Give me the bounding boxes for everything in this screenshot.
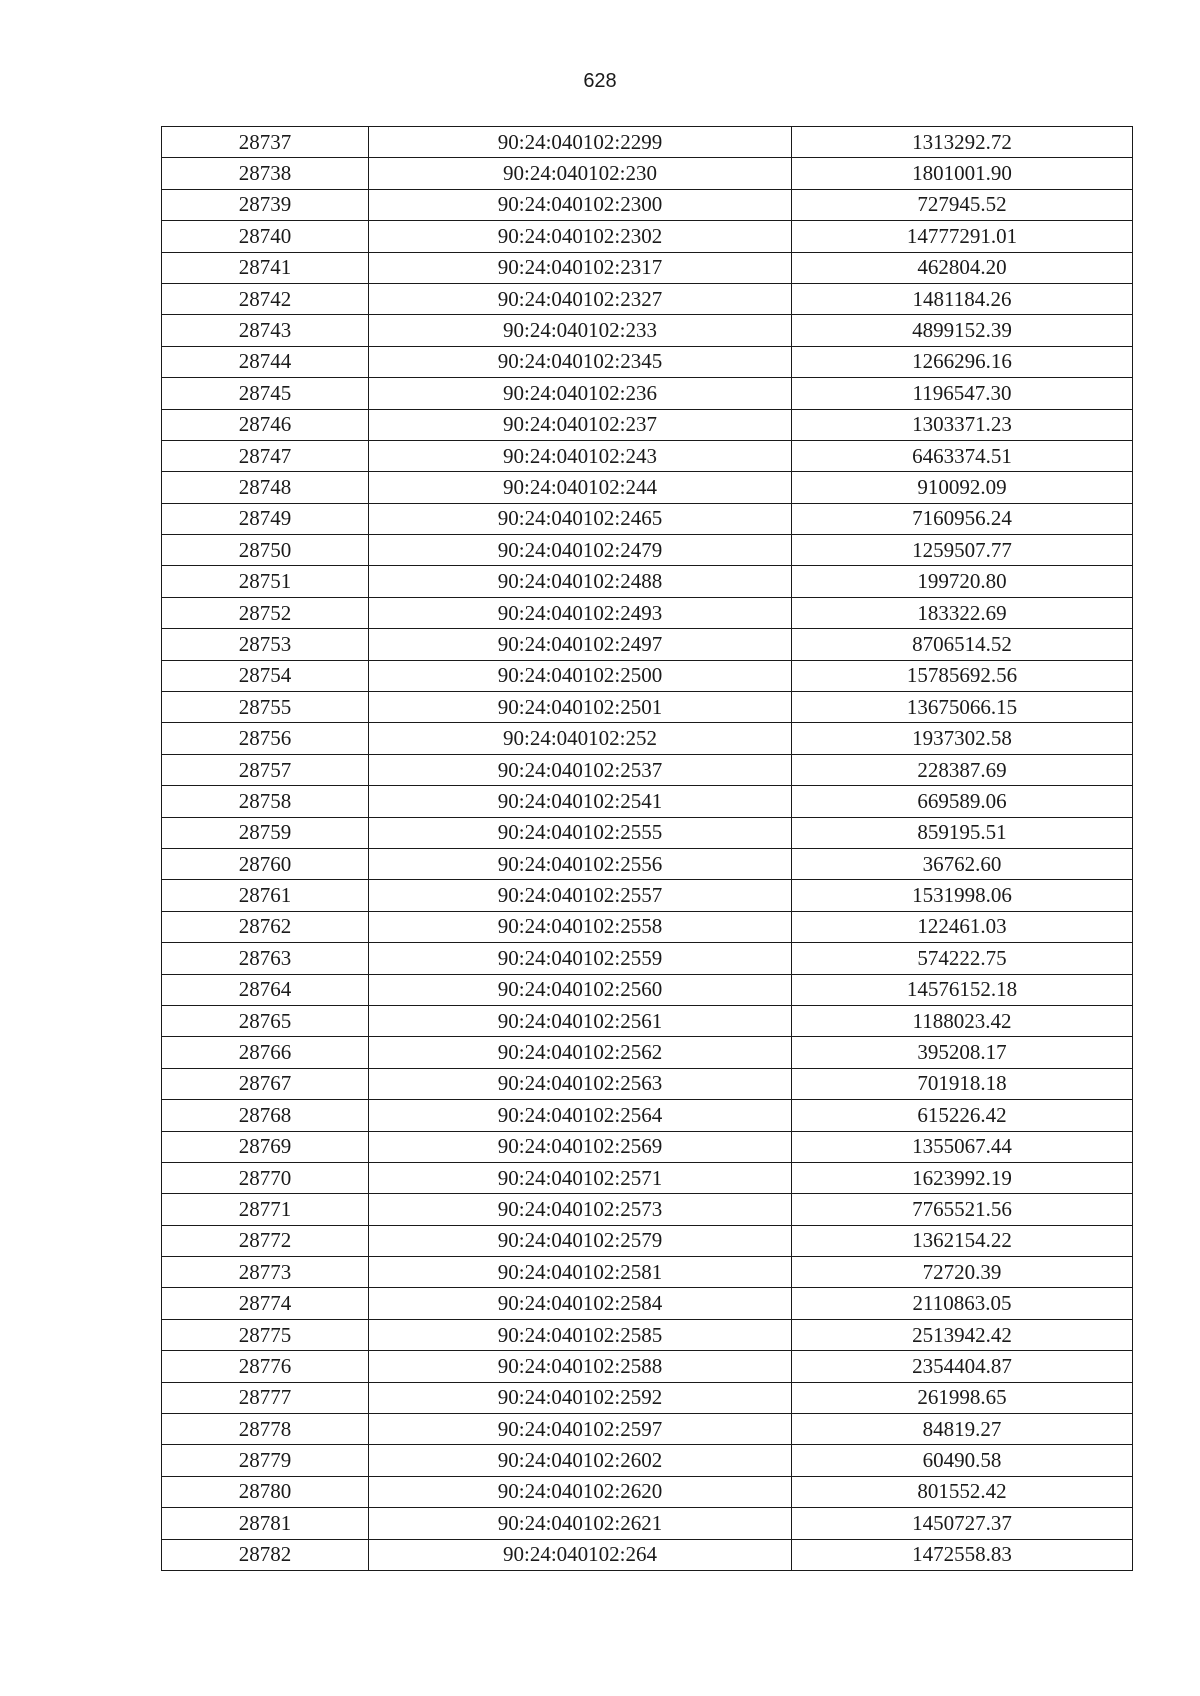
cadastral-number-cell: 90:24:040102:2501 [369,692,792,723]
cadastral-value-cell: 1188023.42 [792,1005,1133,1036]
table-row [162,346,1133,377]
cadastral-value-cell: 727945.52 [792,189,1133,220]
cadastral-number-cell: 90:24:040102:236 [369,378,792,409]
table-row [162,911,1133,942]
cadastral-number-cell: 90:24:040102:2561 [369,1005,792,1036]
cadastral-value-cell: 2110863.05 [792,1288,1133,1319]
row-number-cell: 28745 [162,378,369,409]
cadastral-number-cell: 90:24:040102:2602 [369,1445,792,1476]
table-row [162,660,1133,691]
row-number-cell: 28738 [162,158,369,189]
cadastral-number-cell: 90:24:040102:2564 [369,1100,792,1131]
row-number-cell: 28743 [162,315,369,346]
table-row [162,1194,1133,1225]
cadastral-value-cell: 910092.09 [792,472,1133,503]
cadastral-number-cell: 90:24:040102:2541 [369,786,792,817]
table-row [162,189,1133,220]
row-number-cell: 28758 [162,786,369,817]
cadastral-number-cell: 90:24:040102:2560 [369,974,792,1005]
cadastral-value-cell: 14777291.01 [792,221,1133,252]
cadastral-number-cell: 90:24:040102:2479 [369,535,792,566]
cadastral-value-cell: 228387.69 [792,754,1133,785]
table-row [162,252,1133,283]
row-number-cell: 28763 [162,943,369,974]
table-row [162,1162,1133,1193]
table-row [162,1382,1133,1413]
cadastral-value-cell: 13675066.15 [792,692,1133,723]
cadastral-value-cell: 7765521.56 [792,1194,1133,1225]
row-number-cell: 28760 [162,848,369,879]
cadastral-value-cell: 1450727.37 [792,1508,1133,1539]
row-number-cell: 28773 [162,1257,369,1288]
table-row [162,943,1133,974]
row-number-cell: 28748 [162,472,369,503]
cadastral-value-cell: 1472558.83 [792,1539,1133,1570]
cadastral-value-cell: 6463374.51 [792,440,1133,471]
cadastral-value-cell: 1313292.72 [792,127,1133,158]
cadastral-number-cell: 90:24:040102:2584 [369,1288,792,1319]
cadastral-value-cell: 7160956.24 [792,503,1133,534]
cadastral-number-cell: 90:24:040102:244 [369,472,792,503]
table-row [162,1288,1133,1319]
table-row [162,597,1133,628]
cadastral-value-cell: 84819.27 [792,1414,1133,1445]
row-number-cell: 28751 [162,566,369,597]
cadastral-number-cell: 90:24:040102:243 [369,440,792,471]
row-number-cell: 28765 [162,1005,369,1036]
cadastral-number-cell: 90:24:040102:2300 [369,189,792,220]
row-number-cell: 28750 [162,535,369,566]
cadastral-value-cell: 15785692.56 [792,660,1133,691]
row-number-cell: 28740 [162,221,369,252]
row-number-cell: 28770 [162,1162,369,1193]
cadastral-value-cell: 1196547.30 [792,378,1133,409]
cadastral-value-cell: 669589.06 [792,786,1133,817]
row-number-cell: 28766 [162,1037,369,1068]
table-row [162,754,1133,785]
cadastral-number-cell: 90:24:040102:2558 [369,911,792,942]
cadastral-number-cell: 90:24:040102:2597 [369,1414,792,1445]
cadastral-value-cell: 4899152.39 [792,315,1133,346]
cadastral-number-cell: 90:24:040102:2585 [369,1319,792,1350]
table-row [162,1539,1133,1570]
cadastral-number-cell: 90:24:040102:2573 [369,1194,792,1225]
cadastral-number-cell: 90:24:040102:2557 [369,880,792,911]
table-row [162,503,1133,534]
cadastral-value-cell: 574222.75 [792,943,1133,974]
cadastral-value-cell: 1481184.26 [792,283,1133,314]
cadastral-number-cell: 90:24:040102:2581 [369,1257,792,1288]
cadastral-number-cell: 90:24:040102:2562 [369,1037,792,1068]
cadastral-number-cell: 90:24:040102:2493 [369,597,792,628]
cadastral-value-cell: 615226.42 [792,1100,1133,1131]
table-row [162,535,1133,566]
table-row [162,723,1133,754]
cadastral-value-cell: 2354404.87 [792,1351,1133,1382]
table-row [162,1351,1133,1382]
row-number-cell: 28772 [162,1225,369,1256]
cadastral-number-cell: 90:24:040102:2500 [369,660,792,691]
cadastral-value-cell: 1937302.58 [792,723,1133,754]
table-row [162,158,1133,189]
row-number-cell: 28776 [162,1351,369,1382]
row-number-cell: 28777 [162,1382,369,1413]
cadastral-number-cell: 90:24:040102:2579 [369,1225,792,1256]
row-number-cell: 28742 [162,283,369,314]
cadastral-number-cell: 90:24:040102:2559 [369,943,792,974]
row-number-cell: 28762 [162,911,369,942]
cadastral-value-cell: 36762.60 [792,848,1133,879]
table-row [162,409,1133,440]
page-number: 628 [583,70,617,92]
cadastral-number-cell: 90:24:040102:2302 [369,221,792,252]
cadastral-number-cell: 90:24:040102:2345 [369,346,792,377]
table-row [162,1319,1133,1350]
row-number-cell: 28746 [162,409,369,440]
row-number-cell: 28744 [162,346,369,377]
table-row [162,817,1133,848]
cadastral-number-cell: 90:24:040102:2488 [369,566,792,597]
cadastral-number-cell: 90:24:040102:2555 [369,817,792,848]
cadastral-value-cell: 1259507.77 [792,535,1133,566]
cadastral-number-cell: 90:24:040102:2299 [369,127,792,158]
cadastral-number-cell: 90:24:040102:2569 [369,1131,792,1162]
table-row [162,1131,1133,1162]
cadastral-number-cell: 90:24:040102:2327 [369,283,792,314]
table-row [162,1225,1133,1256]
cadastral-number-cell: 90:24:040102:252 [369,723,792,754]
cadastral-value-table [161,126,1133,1571]
row-number-cell: 28775 [162,1319,369,1350]
table-row [162,848,1133,879]
table-row [162,1508,1133,1539]
row-number-cell: 28769 [162,1131,369,1162]
cadastral-number-cell: 90:24:040102:230 [369,158,792,189]
cadastral-value-cell: 199720.80 [792,566,1133,597]
table-row [162,974,1133,1005]
table-row [162,880,1133,911]
row-number-cell: 28778 [162,1414,369,1445]
cadastral-value-cell: 183322.69 [792,597,1133,628]
table-row [162,283,1133,314]
row-number-cell: 28752 [162,597,369,628]
cadastral-value-cell: 8706514.52 [792,629,1133,660]
row-number-cell: 28741 [162,252,369,283]
table-row [162,1445,1133,1476]
table-row [162,692,1133,723]
row-number-cell: 28781 [162,1508,369,1539]
cadastral-value-cell: 72720.39 [792,1257,1133,1288]
cadastral-number-cell: 90:24:040102:2588 [369,1351,792,1382]
cadastral-number-cell: 90:24:040102:2537 [369,754,792,785]
cadastral-value-cell: 2513942.42 [792,1319,1133,1350]
row-number-cell: 28754 [162,660,369,691]
table-row [162,472,1133,503]
table-row [162,1068,1133,1099]
table-row [162,1476,1133,1507]
cadastral-value-cell: 14576152.18 [792,974,1133,1005]
table-row [162,127,1133,158]
row-number-cell: 28737 [162,127,369,158]
row-number-cell: 28768 [162,1100,369,1131]
cadastral-number-cell: 90:24:040102:2620 [369,1476,792,1507]
cadastral-number-cell: 90:24:040102:2571 [369,1162,792,1193]
row-number-cell: 28780 [162,1476,369,1507]
table-row [162,1005,1133,1036]
table-row [162,1100,1133,1131]
cadastral-number-cell: 90:24:040102:237 [369,409,792,440]
row-number-cell: 28782 [162,1539,369,1570]
cadastral-value-cell: 1266296.16 [792,346,1133,377]
row-number-cell: 28767 [162,1068,369,1099]
table-row [162,1414,1133,1445]
cadastral-value-cell: 462804.20 [792,252,1133,283]
cadastral-value-cell: 1531998.06 [792,880,1133,911]
row-number-cell: 28756 [162,723,369,754]
table-row [162,1257,1133,1288]
table-row [162,440,1133,471]
row-number-cell: 28757 [162,754,369,785]
table-row [162,378,1133,409]
row-number-cell: 28753 [162,629,369,660]
cadastral-number-cell: 90:24:040102:2621 [369,1508,792,1539]
table-row [162,1037,1133,1068]
row-number-cell: 28764 [162,974,369,1005]
cadastral-number-cell: 90:24:040102:2497 [369,629,792,660]
row-number-cell: 28759 [162,817,369,848]
cadastral-value-cell: 1623992.19 [792,1162,1133,1193]
row-number-cell: 28747 [162,440,369,471]
cadastral-number-cell: 90:24:040102:2592 [369,1382,792,1413]
table-row [162,315,1133,346]
table-row [162,566,1133,597]
cadastral-value-cell: 701918.18 [792,1068,1133,1099]
cadastral-value-cell: 859195.51 [792,817,1133,848]
cadastral-number-cell: 90:24:040102:2317 [369,252,792,283]
cadastral-value-cell: 261998.65 [792,1382,1133,1413]
table-row [162,786,1133,817]
row-number-cell: 28761 [162,880,369,911]
cadastral-number-cell: 90:24:040102:233 [369,315,792,346]
cadastral-value-cell: 60490.58 [792,1445,1133,1476]
row-number-cell: 28779 [162,1445,369,1476]
row-number-cell: 28771 [162,1194,369,1225]
cadastral-number-cell: 90:24:040102:2563 [369,1068,792,1099]
cadastral-value-cell: 122461.03 [792,911,1133,942]
row-number-cell: 28755 [162,692,369,723]
cadastral-number-cell: 90:24:040102:264 [369,1539,792,1570]
row-number-cell: 28749 [162,503,369,534]
cadastral-value-cell: 1801001.90 [792,158,1133,189]
table-row [162,221,1133,252]
table-row [162,629,1133,660]
cadastral-value-cell: 801552.42 [792,1476,1133,1507]
cadastral-value-cell: 1303371.23 [792,409,1133,440]
row-number-cell: 28774 [162,1288,369,1319]
cadastral-value-cell: 395208.17 [792,1037,1133,1068]
cadastral-value-cell: 1355067.44 [792,1131,1133,1162]
table-body [162,127,1133,1571]
row-number-cell: 28739 [162,189,369,220]
cadastral-number-cell: 90:24:040102:2465 [369,503,792,534]
cadastral-value-cell: 1362154.22 [792,1225,1133,1256]
cadastral-number-cell: 90:24:040102:2556 [369,848,792,879]
